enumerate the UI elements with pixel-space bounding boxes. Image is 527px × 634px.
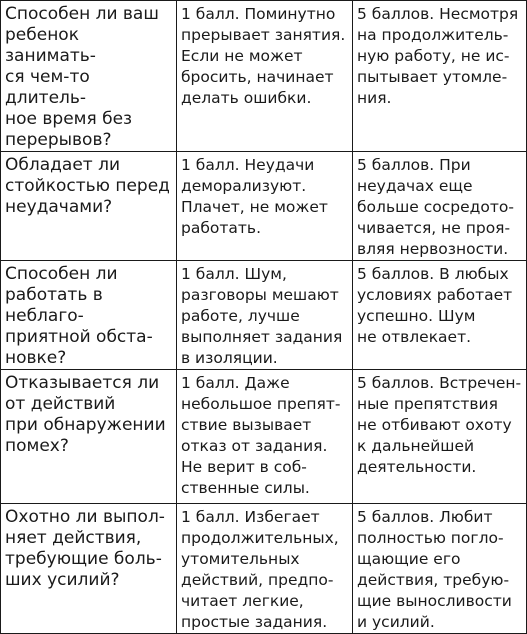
question-text: Обладает ли стойкостью перед неудачами? xyxy=(5,155,170,217)
low-score-cell xyxy=(177,504,353,634)
high-score-text: 5 баллов. В любых условиях работает успешно. Шум не отвлекает. xyxy=(357,265,513,346)
high-score-cell xyxy=(353,152,527,261)
question-text: Отказывается ли от действий при обнаружении помех? xyxy=(5,373,166,456)
low-score-cell xyxy=(177,370,353,504)
low-score-text: 1 балл. Шум, разговоры мешают работе, лучше выполняет задания в изоляции. xyxy=(181,265,343,367)
question-cell xyxy=(1,152,177,261)
question-cell xyxy=(1,504,177,634)
table-row xyxy=(1,261,527,370)
high-score-text: 5 баллов. Несмотря на продолжитель- ную работу, не ис- пытывает утомле- ния. xyxy=(357,5,519,107)
low-score-text: 1 балл. Даже небольшое препят- ствие вызывает отказ от задания. Не верит в соб- ственные силы. xyxy=(181,374,341,497)
low-score-text: 1 балл. Неудачи деморализуют. Плачет, не может работать. xyxy=(181,156,328,237)
low-score-text: 1 балл. Избегает продолжительных, утомительных действий, предпо- читает легкие, простые задания. xyxy=(181,508,339,631)
high-score-text: 5 баллов. Любит полностью погло- щающие его действия, требую- щие выносливости и усилий. xyxy=(357,508,512,631)
high-score-text: 5 баллов. Встречен- ные препятствия не отбивают охоту к дальнейшей деятельности. xyxy=(357,374,522,476)
question-cell xyxy=(1,370,177,504)
question-text: Способен ли ваш ребенок занимать- ся чем-то длитель- ное время без перерывов? xyxy=(5,4,159,150)
low-score-cell xyxy=(177,152,353,261)
question-text: Охотно ли выпол- няет действия, требующие боль- ших усилий? xyxy=(5,507,165,590)
table-row xyxy=(1,152,527,261)
high-score-cell xyxy=(353,370,527,504)
high-score-cell xyxy=(353,1,527,152)
question-cell xyxy=(1,1,177,152)
low-score-cell xyxy=(177,1,353,152)
question-text: Способен ли работать в неблаго- приятной обста- новке? xyxy=(5,264,153,368)
table-row xyxy=(1,1,527,152)
table-row xyxy=(1,504,527,634)
question-cell xyxy=(1,261,177,370)
low-score-text: 1 балл. Поминутно прерывает занятия. Если не может бросить, начинает делать ошибки. xyxy=(181,5,346,107)
high-score-cell xyxy=(353,504,527,634)
high-score-text: 5 баллов. При неудачах еще больше сосредото- чивается, не проя- вляя нервозности. xyxy=(357,156,514,258)
high-score-cell xyxy=(353,261,527,370)
table-row xyxy=(1,370,527,504)
low-score-cell xyxy=(177,261,353,370)
